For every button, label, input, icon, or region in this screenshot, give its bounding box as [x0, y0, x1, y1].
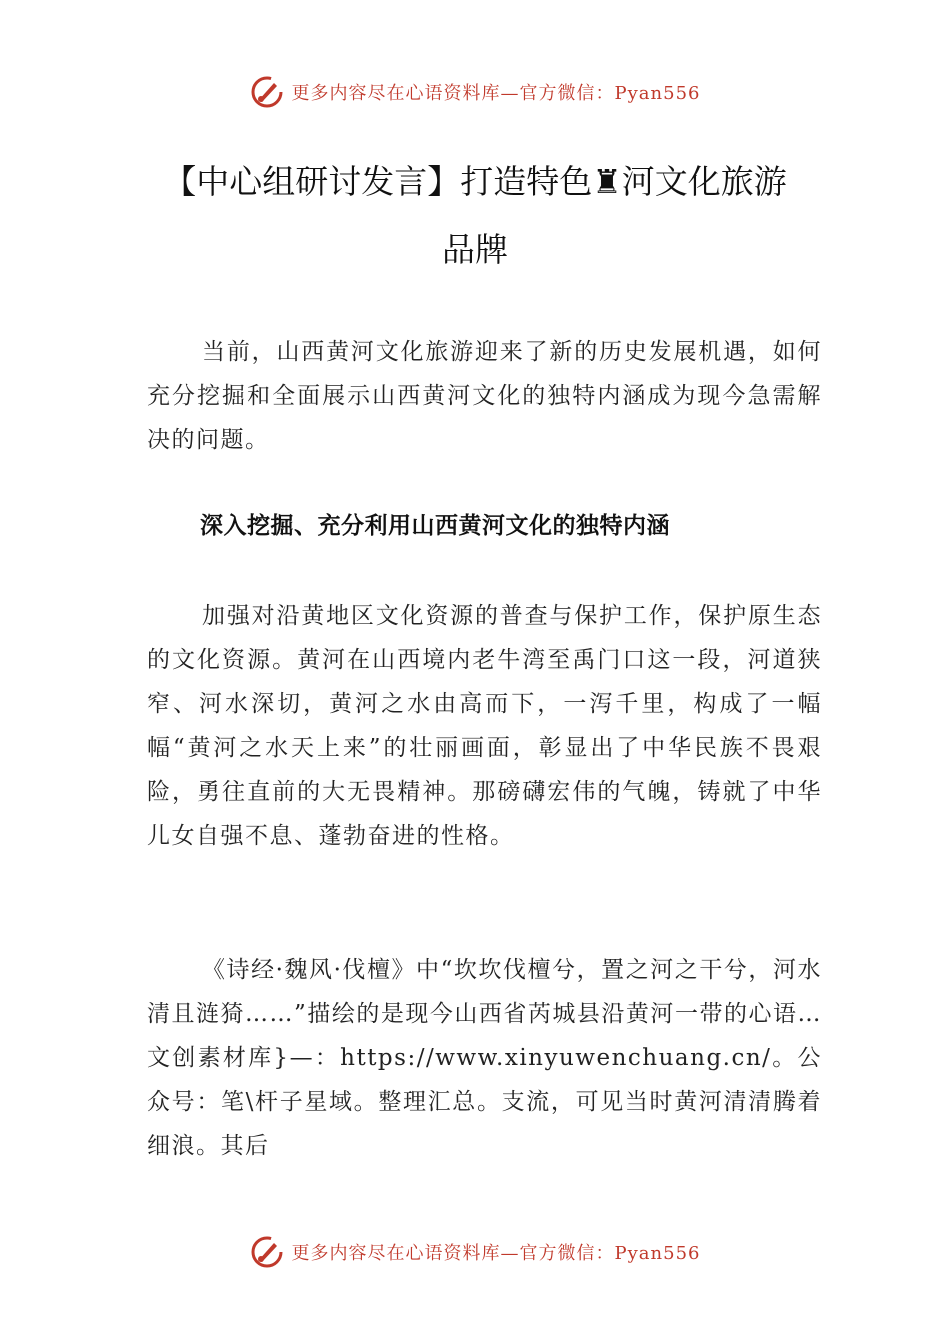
title-line-1: 【中心组研讨发言】打造特色♜河文化旅游: [163, 162, 787, 201]
brush-circle-icon: [250, 1235, 284, 1269]
section-heading: 深入挖掘、充分利用山西黄河文化的独特内涵: [200, 513, 670, 539]
paragraph-protection: 加强对沿黄地区文化资源的普查与保护工作，保护原生态的文化资源。黄河在山西境内老牛湾至禹门口这一段，河道狭窄、河水深切，黄河之水由高而下，一泻千里，构成了一幅幅“黄河之水天上来”的壮丽画面，彰显出了中华民族不畏艰险，勇往直前的大无畏精神。那磅礴宏伟的气魄，铸就了中华儿女自强不息、蓬勃奋进的性格。: [147, 603, 822, 849]
brush-circle-icon: [250, 75, 284, 109]
title-line-2: 品牌: [442, 230, 508, 269]
footer-banner-text: 更多内容尽在心语资料库—官方微信：Pyan556: [291, 1243, 701, 1264]
header-banner: [0, 72, 950, 112]
paragraph-intro: 当前，山西黄河文化旅游迎来了新的历史发展机遇，如何充分挖掘和全面展示山西黄河文化的独特内涵成为现今急需解决的问题。: [147, 339, 822, 453]
page-title: [120, 148, 830, 284]
header-banner-text: 更多内容尽在心语资料库—官方微信：Pyan556: [291, 83, 701, 104]
paragraph-shijing: 《诗经·魏风·伐檀》中“坎坎伐檀兮，置之河之干兮，河水清且涟猗……”描绘的是现今山西省芮城县沿黄河一带的心语…文创素材库}—：https://www.xinyuwenchuang.cn/。公众号：笔\杆子星域。整理汇总。支流，可见当时黄河清清腾着细浪。其后: [147, 957, 822, 1159]
footer-banner: [0, 1232, 950, 1272]
